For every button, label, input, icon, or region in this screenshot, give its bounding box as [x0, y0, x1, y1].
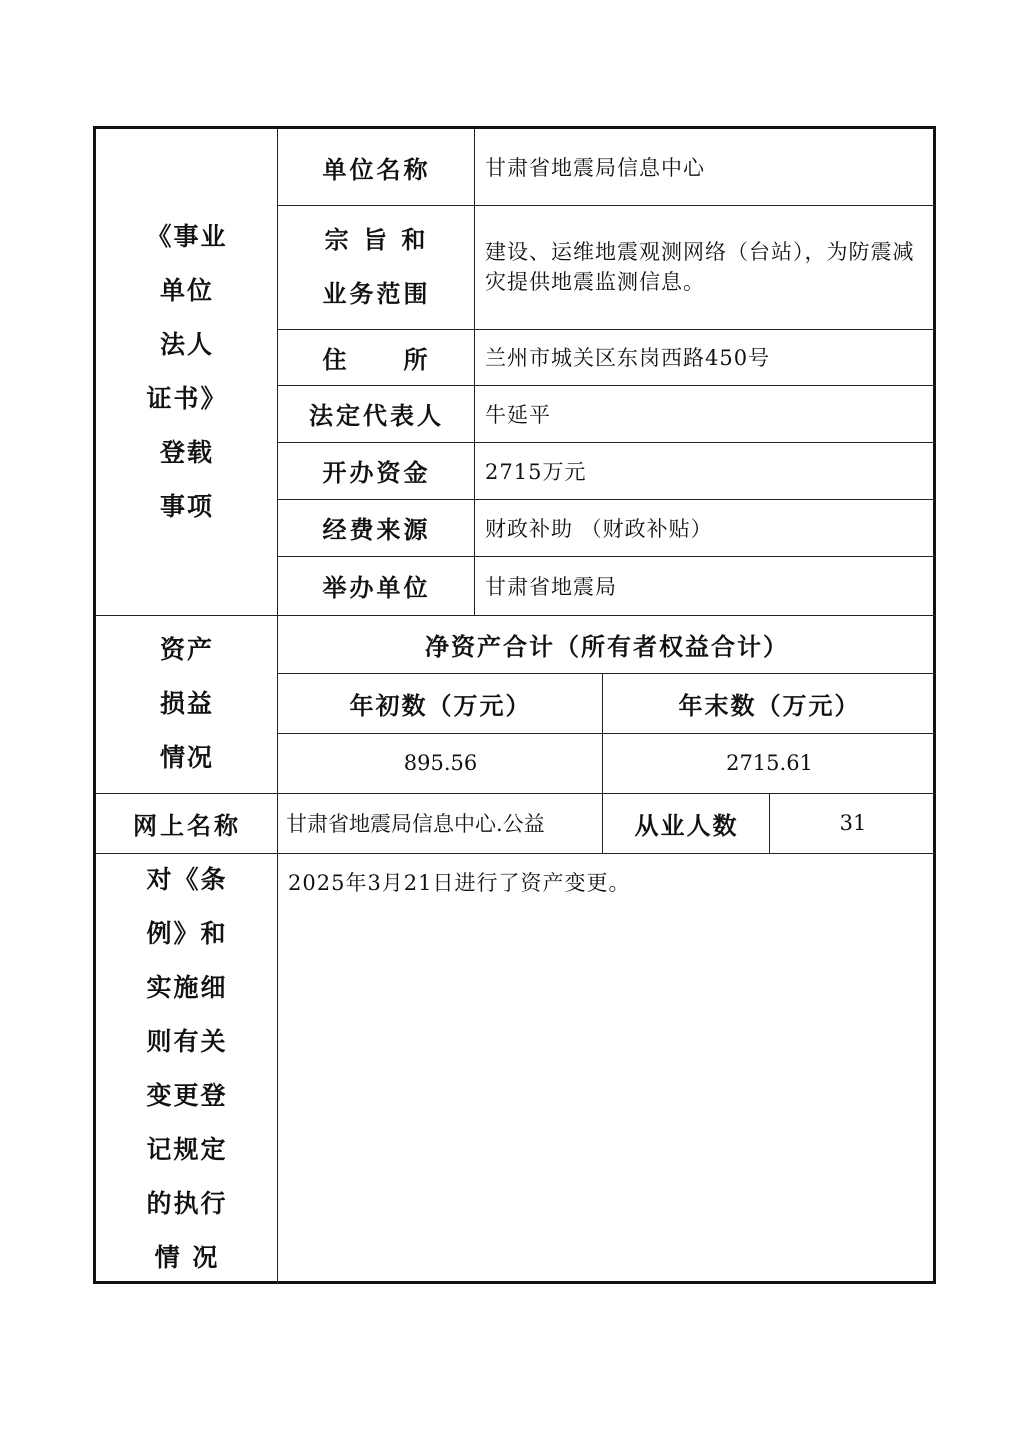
value-capital: 2715万元	[485, 459, 587, 484]
label-purpose-scope	[278, 205, 475, 329]
title-line: 《事业	[146, 222, 228, 251]
divider	[277, 733, 936, 734]
divider	[96, 853, 936, 854]
staff-count-value: 31	[839, 811, 867, 835]
title-line: 变更登	[146, 1080, 228, 1110]
divider	[769, 793, 770, 853]
title-line: 登载	[159, 438, 214, 467]
title-line: 损益	[159, 689, 214, 718]
online-name-value: 甘肃省地震局信息中心.公益	[286, 812, 545, 836]
label-funding-source: 经费来源	[322, 515, 431, 544]
value-sponsor: 甘肃省地震局	[485, 574, 617, 599]
divider	[277, 556, 936, 557]
divider	[277, 205, 936, 206]
title-line: 证书》	[146, 384, 228, 413]
end-year-label: 年末数（万元）	[678, 690, 861, 720]
divider	[277, 673, 936, 674]
label-sponsor: 举办单位	[322, 573, 431, 602]
title-line: 情 况	[154, 1242, 220, 1272]
divider	[277, 442, 936, 443]
title-line: 实施细	[146, 972, 228, 1002]
begin-year-label: 年初数（万元）	[349, 690, 532, 720]
title-line: 则有关	[146, 1026, 228, 1056]
online-name-label: 网上名称	[133, 810, 241, 840]
title-line: 情况	[159, 743, 214, 772]
label-unit-name: 单位名称	[322, 154, 431, 184]
title-line: 记规定	[146, 1134, 228, 1164]
divider	[96, 793, 936, 794]
title-line: 事项	[159, 492, 214, 521]
staff-count-label: 从业人数	[634, 810, 739, 840]
changes-text: 2025年3月21日进行了资产变更。	[288, 871, 631, 895]
value-purpose-scope: 建设、运维地震观测网络（台站），为防震减灾提供地震监测信息。	[485, 240, 915, 294]
label-line: 业务范围	[322, 279, 431, 308]
title-line: 对《条	[146, 864, 228, 894]
divider	[474, 129, 475, 615]
divider	[277, 385, 936, 386]
title-line: 单位	[159, 276, 214, 305]
divider	[277, 329, 936, 330]
title-line: 资产	[159, 635, 214, 664]
label-line: 宗 旨 和	[324, 225, 429, 254]
title-line: 的执行	[146, 1188, 228, 1218]
section-title-assets	[96, 615, 278, 793]
divider	[602, 673, 603, 853]
value-address: 兰州市城关区东岗西路450号	[485, 346, 771, 370]
begin-year-value: 895.56	[403, 751, 478, 775]
title-line: 法人	[159, 330, 214, 359]
divider	[96, 615, 936, 616]
section-title-changes	[96, 853, 278, 1284]
value-funding-source: 财政补助 （财政补贴）	[485, 516, 713, 541]
label-capital: 开办资金	[322, 458, 431, 487]
end-year-value: 2715.61	[726, 751, 813, 775]
label-address: 住 所	[322, 344, 431, 374]
value-legal-rep: 牛延平	[485, 402, 551, 427]
label-legal-rep: 法定代表人	[309, 401, 444, 430]
divider	[277, 499, 936, 500]
value-unit-name: 甘肃省地震局信息中心	[485, 156, 705, 180]
section-title-registration	[96, 129, 278, 615]
divider	[277, 129, 278, 1284]
title-line: 例》和	[146, 918, 228, 948]
net-assets-header: 净资产合计（所有者权益合计）	[425, 631, 789, 661]
registration-table	[93, 126, 936, 1284]
